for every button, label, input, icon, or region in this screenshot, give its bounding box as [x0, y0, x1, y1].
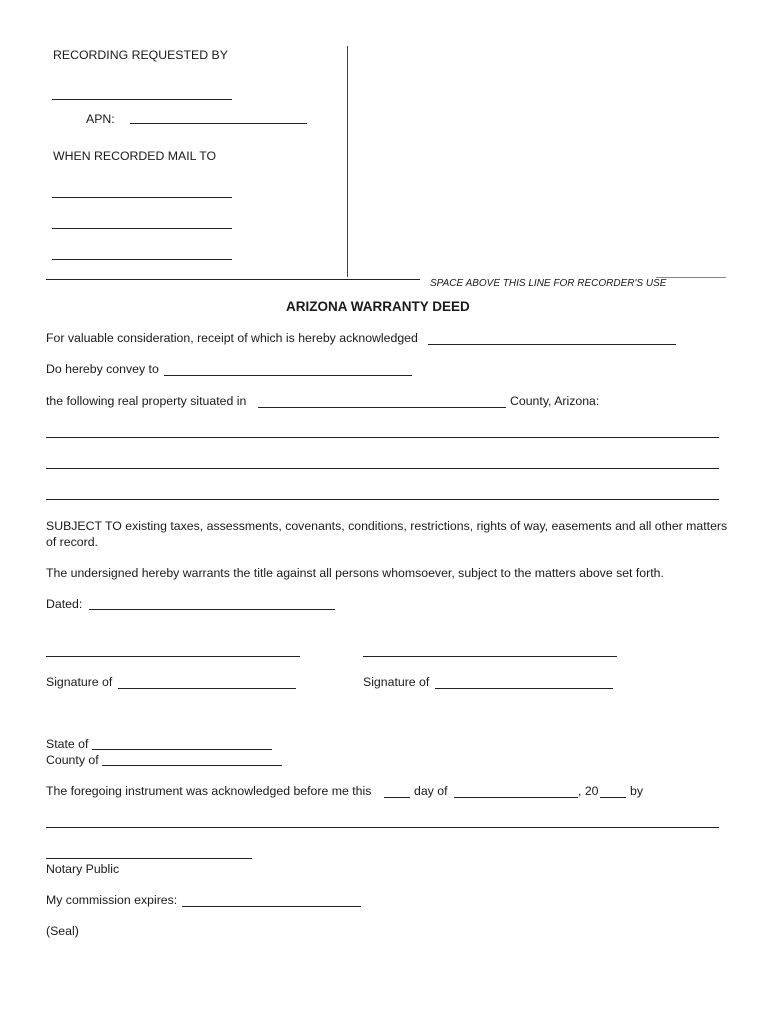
recorder-space-note: SPACE ABOVE THIS LINE FOR RECORDER'S USE: [430, 278, 667, 289]
acknowledged-text-3: , 20: [578, 784, 599, 798]
apn-label: APN:: [86, 112, 115, 126]
dated-field[interactable]: [89, 609, 335, 610]
acknowledged-text-2: day of: [414, 784, 448, 798]
acknowledged-month-field[interactable]: [454, 797, 578, 798]
signature-line-right[interactable]: [363, 656, 617, 657]
county-arizona-text: County, Arizona:: [510, 394, 600, 408]
warrants-text: The undersigned hereby warrants the title against all persons whomsoever, subject to the matters above set forth.: [46, 566, 664, 580]
dated-label: Dated:: [46, 597, 83, 611]
signature-of-right-label: Signature of: [363, 675, 430, 689]
commission-expires-label: My commission expires:: [46, 893, 178, 907]
acknowledged-day-field[interactable]: [384, 797, 410, 798]
legal-description-line-1[interactable]: [46, 437, 719, 438]
county-field[interactable]: [258, 407, 506, 408]
legal-description-line-2[interactable]: [46, 468, 719, 469]
apn-field[interactable]: [130, 123, 307, 124]
recording-requested-by-label: RECORDING REQUESTED BY: [53, 48, 228, 62]
county-of-label: County of: [46, 753, 99, 767]
commission-expires-field[interactable]: [182, 906, 361, 907]
county-of-field[interactable]: [102, 765, 282, 766]
acknowledged-text-1: The foregoing instrument was acknowledged before me this: [46, 784, 372, 798]
recording-requested-by-field[interactable]: [52, 99, 232, 100]
signature-of-left-field[interactable]: [118, 688, 296, 689]
document-title: ARIZONA WARRANTY DEED: [286, 299, 470, 314]
grantor-field[interactable]: [428, 344, 676, 345]
header-vertical-divider: [347, 46, 348, 277]
grantee-field[interactable]: [164, 375, 412, 376]
acknowledged-text-4: by: [630, 784, 643, 798]
mail-to-line-2[interactable]: [52, 228, 232, 229]
convey-to-text: Do hereby convey to: [46, 362, 159, 376]
state-of-field[interactable]: [92, 749, 272, 750]
subject-to-paragraph: SUBJECT TO existing taxes, assessments, covenants, conditions, restrictions, rights of way, easements and all other matters of record.: [46, 519, 728, 549]
recorder-space-line-right: [656, 277, 726, 278]
notary-signature-line[interactable]: [46, 858, 252, 859]
recorder-space-line: [46, 279, 420, 280]
signature-of-right-field[interactable]: [435, 688, 613, 689]
mail-to-line-3[interactable]: [52, 259, 232, 260]
notary-public-label: Notary Public: [46, 862, 120, 876]
mail-to-line-1[interactable]: [52, 197, 232, 198]
state-of-label: State of: [46, 737, 89, 751]
when-recorded-mail-to-label: WHEN RECORDED MAIL TO: [53, 149, 217, 163]
consideration-text: For valuable consideration, receipt of which is hereby acknowledged: [46, 331, 418, 345]
property-situated-text: the following real property situated in: [46, 394, 247, 408]
acknowledged-year-field[interactable]: [600, 797, 626, 798]
seal-label: (Seal): [46, 924, 79, 938]
signature-line-left[interactable]: [46, 656, 300, 657]
legal-description-line-3[interactable]: [46, 499, 719, 500]
signature-of-left-label: Signature of: [46, 675, 113, 689]
acknowledged-by-field[interactable]: [46, 827, 719, 828]
